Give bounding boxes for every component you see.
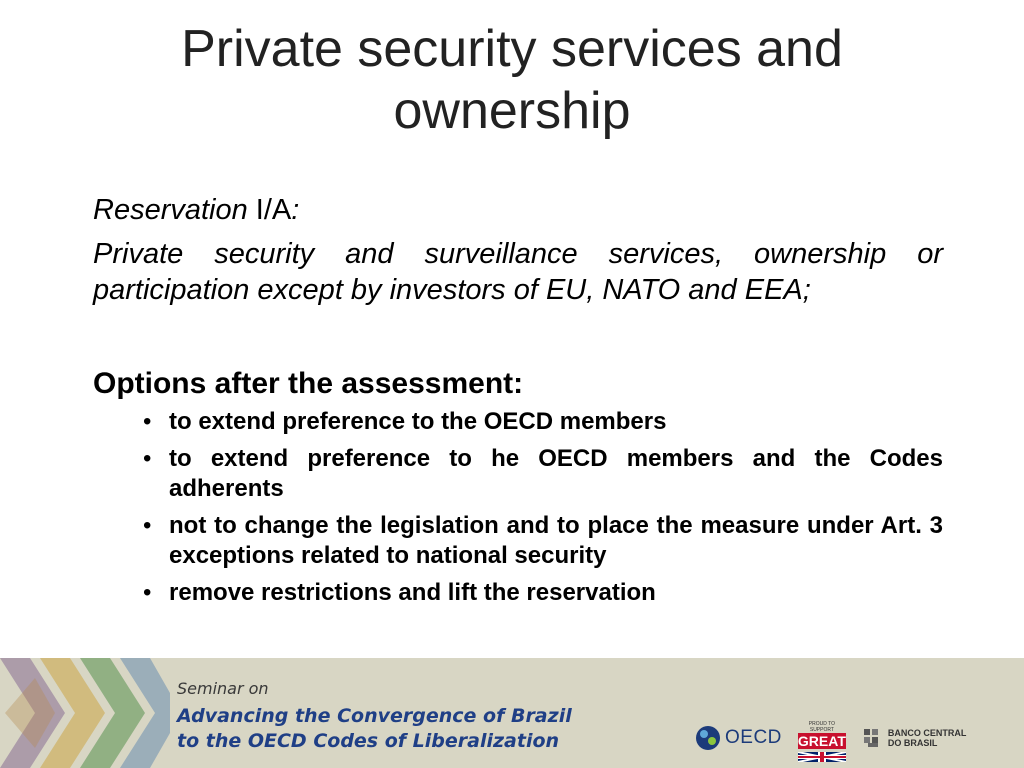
great-logo [798, 721, 846, 755]
decorative-pattern-icon [0, 658, 170, 768]
list-item-text: not to change the legislation and to place the measure under Art. 3 exceptions related to national security [169, 512, 943, 569]
seminar-title-line-2: to the OECD Codes of Liberalization [177, 730, 560, 752]
list-item [143, 578, 943, 608]
seminar-block [177, 678, 572, 754]
uk-flag-icon [798, 752, 846, 762]
slide-content [93, 190, 943, 615]
list-item-text: to extend preference to he OECD members and the Codes adherents [169, 445, 943, 502]
reservation-label-code: I/A [247, 194, 292, 226]
bullet-icon: • [143, 445, 152, 472]
banco-central-line-2: DO BRASIL [887, 738, 938, 748]
footer-banner [0, 658, 1024, 768]
list-item-text: remove restrictions and lift the reservation [169, 579, 656, 606]
reservation-label [93, 190, 943, 230]
seminar-label: Seminar on [177, 679, 269, 698]
great-logo-text: GREAT [797, 733, 846, 749]
reservation-label-word: Reservation [93, 194, 248, 226]
banco-central-emblem-icon [862, 727, 884, 749]
reservation-text: Private security and surveillance services, ownership or participation except by investors of EU, NATO and EEA; [93, 238, 943, 306]
slide-title: Private security services and ownership [181, 20, 843, 140]
oecd-logo [695, 725, 782, 751]
bullet-icon: • [143, 408, 152, 435]
banco-central-line-1: BANCO CENTRAL [887, 728, 967, 738]
oecd-globe-icon [695, 725, 721, 751]
oecd-logo-text: OECD [725, 727, 782, 748]
banco-central-text [888, 728, 967, 748]
seminar-title-line-1: Advancing the Convergence of Brazil [177, 705, 572, 727]
list-item-text: to extend preference to the OECD members [169, 408, 667, 435]
options-heading: Options after the assessment: [93, 367, 524, 400]
options-list [93, 407, 943, 608]
great-logo-top: PROUD TO SUPPORT [808, 721, 836, 733]
list-item [143, 407, 943, 437]
bullet-icon: • [143, 579, 152, 606]
banco-central-logo [862, 727, 967, 749]
bullet-icon: • [143, 512, 152, 539]
list-item [143, 511, 943, 571]
reservation-label-colon: : [291, 194, 300, 226]
list-item [143, 444, 943, 504]
partner-logos [695, 718, 966, 758]
